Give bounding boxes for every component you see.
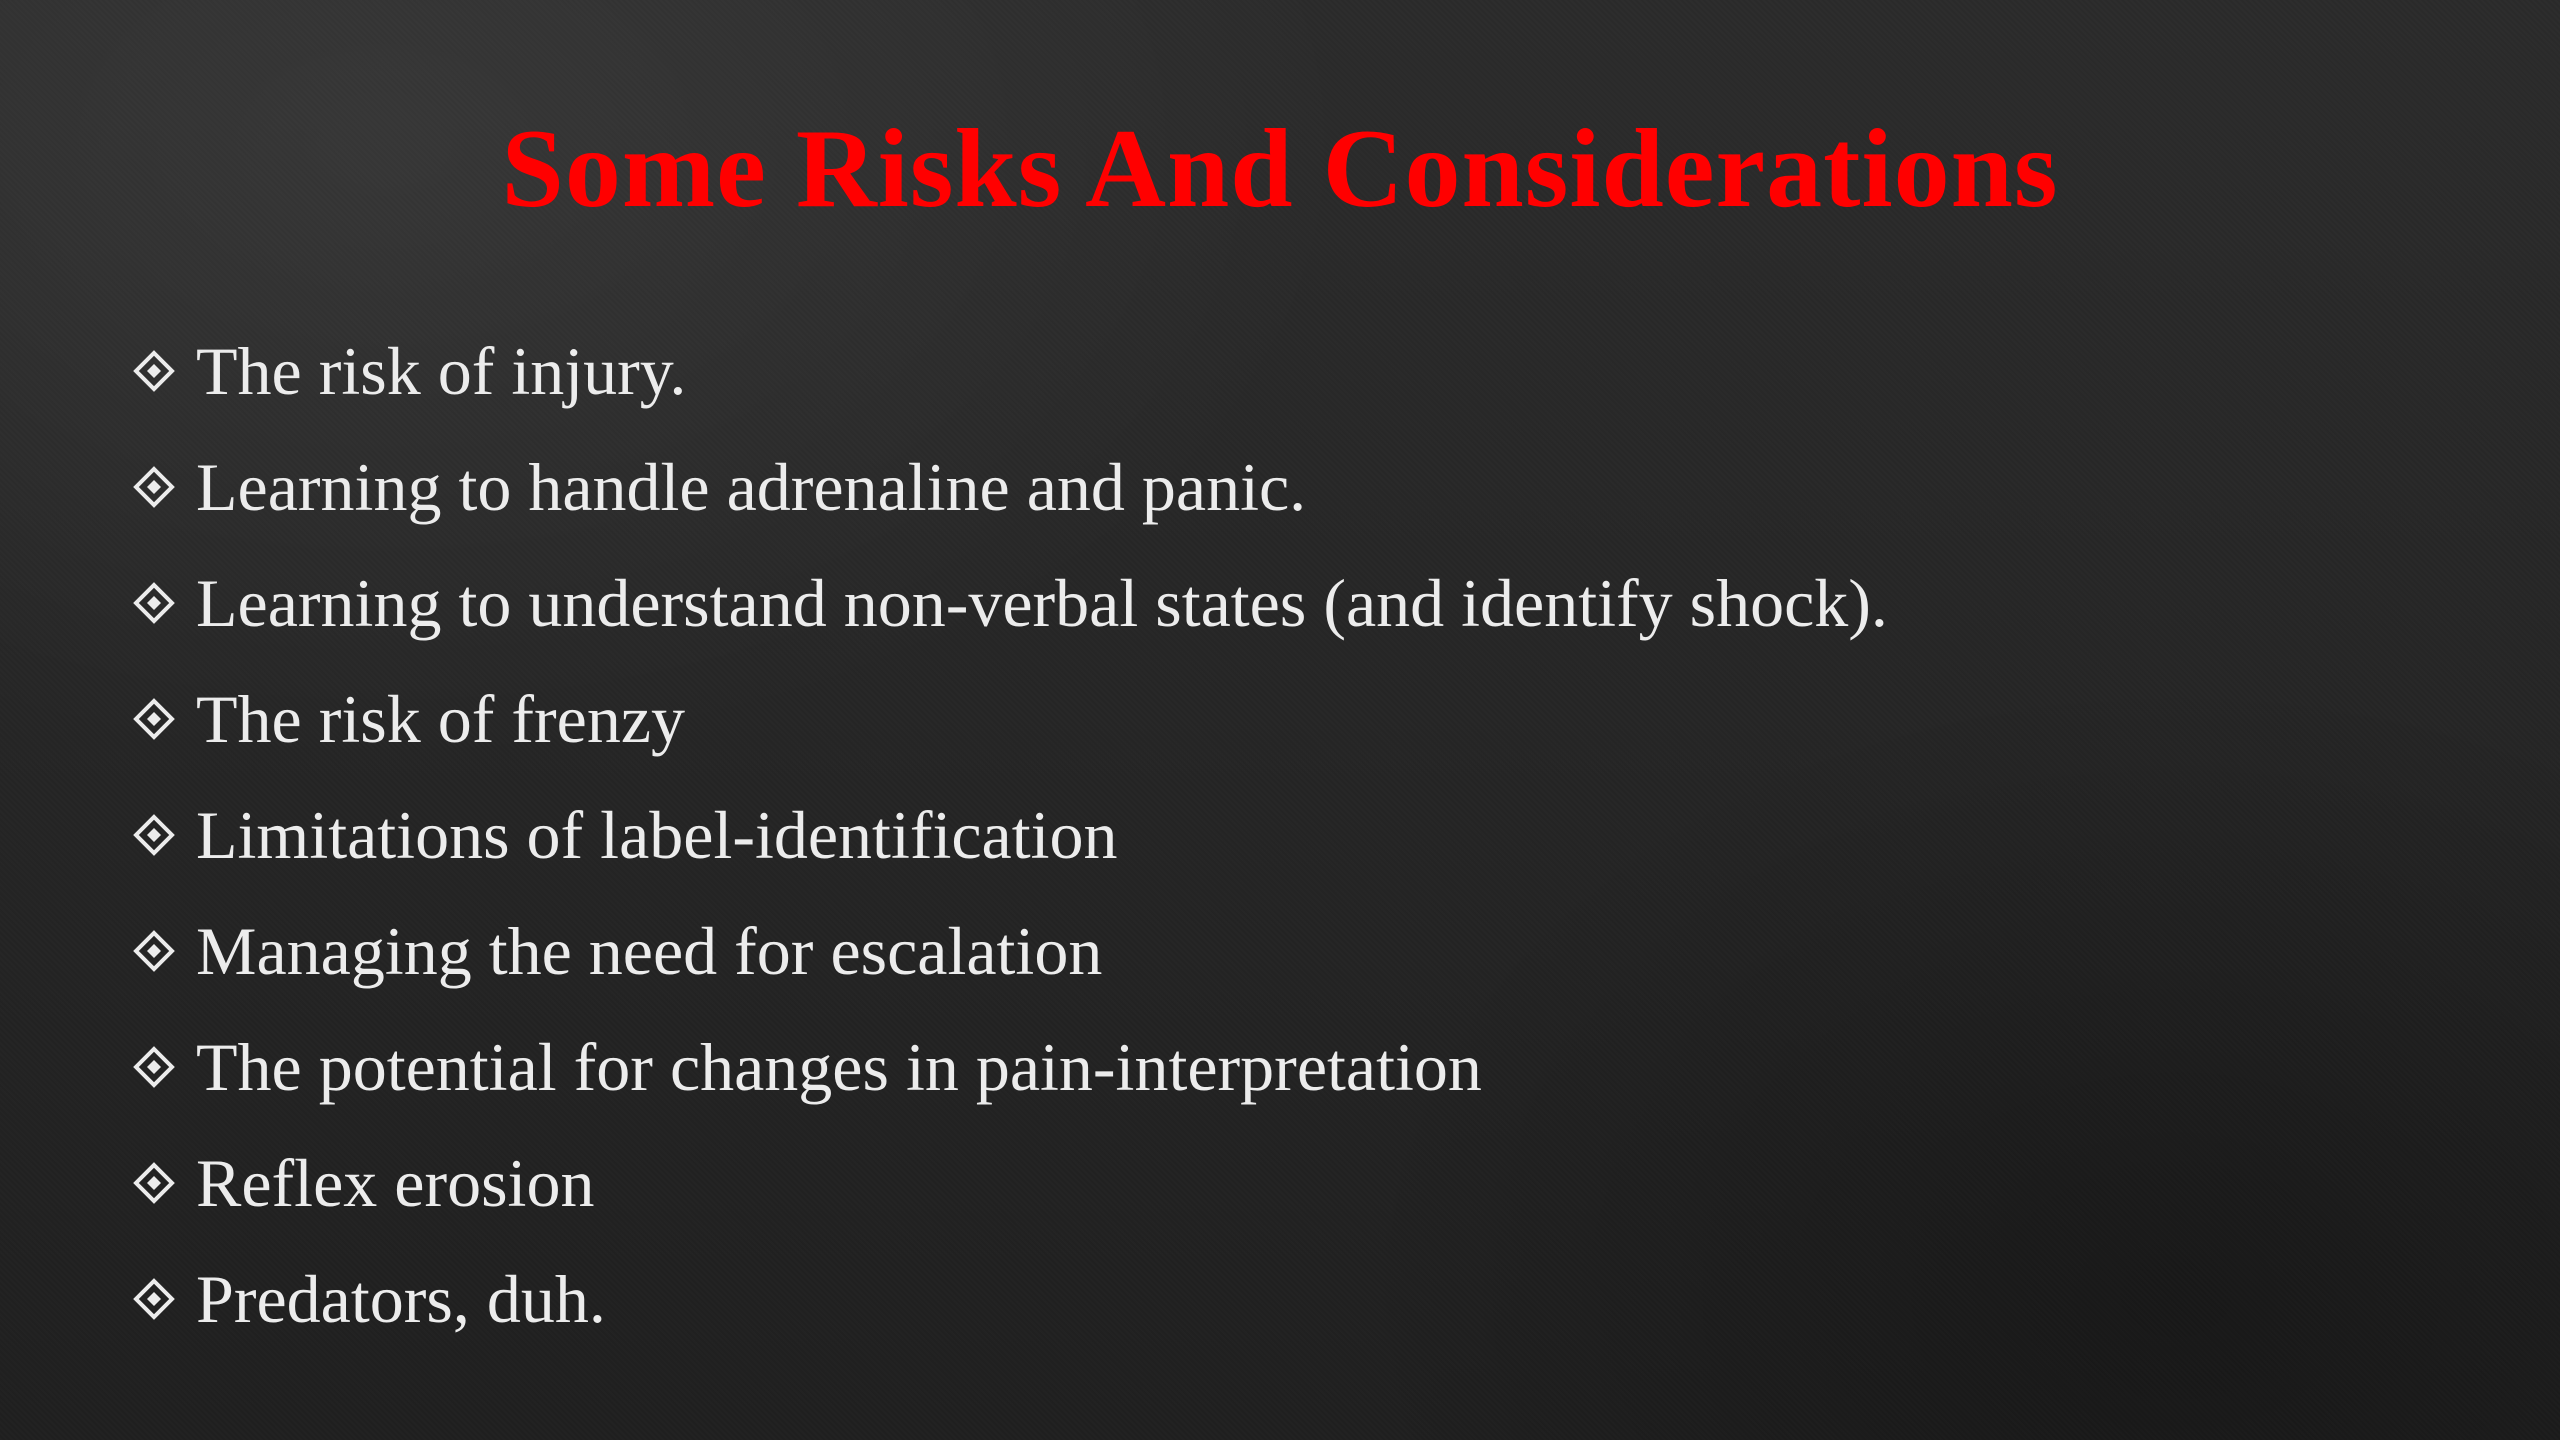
- list-item: [128, 1009, 2428, 1125]
- bullet-text: Managing the need for escalation: [196, 913, 1103, 989]
- bullet-text: Learning to understand non-verbal states (and identify shock).: [196, 565, 1888, 641]
- diamond-bullet-icon: [128, 809, 180, 861]
- bullet-text: Reflex erosion: [196, 1145, 595, 1221]
- diamond-bullet-icon: [128, 1157, 180, 1209]
- bullet-text: The risk of frenzy: [196, 681, 686, 757]
- list-item: [128, 893, 2428, 1009]
- slide-title: Some Risks And Considerations: [501, 107, 2059, 231]
- diamond-bullet-icon: [128, 1273, 180, 1325]
- diamond-bullet-icon: [128, 345, 180, 397]
- list-item: [128, 661, 2428, 777]
- bullet-text: Limitations of label-identification: [196, 797, 1118, 873]
- diamond-bullet-icon: [128, 1041, 180, 1093]
- diamond-bullet-icon: [128, 693, 180, 745]
- diamond-bullet-icon: [128, 925, 180, 977]
- list-item: [128, 1125, 2428, 1241]
- bullet-text: Learning to handle adrenaline and panic.: [196, 449, 1307, 525]
- bullet-text: The risk of injury.: [196, 333, 687, 409]
- list-item: [128, 545, 2428, 661]
- list-item: [128, 1241, 2428, 1357]
- list-item: [128, 429, 2428, 545]
- list-item: [128, 777, 2428, 893]
- bullet-list: [128, 313, 2428, 1357]
- diamond-bullet-icon: [128, 577, 180, 629]
- bullet-text: Predators, duh.: [196, 1261, 606, 1337]
- diamond-bullet-icon: [128, 461, 180, 513]
- list-item: [128, 313, 2428, 429]
- bullet-text: The potential for changes in pain-interpretation: [196, 1029, 1482, 1105]
